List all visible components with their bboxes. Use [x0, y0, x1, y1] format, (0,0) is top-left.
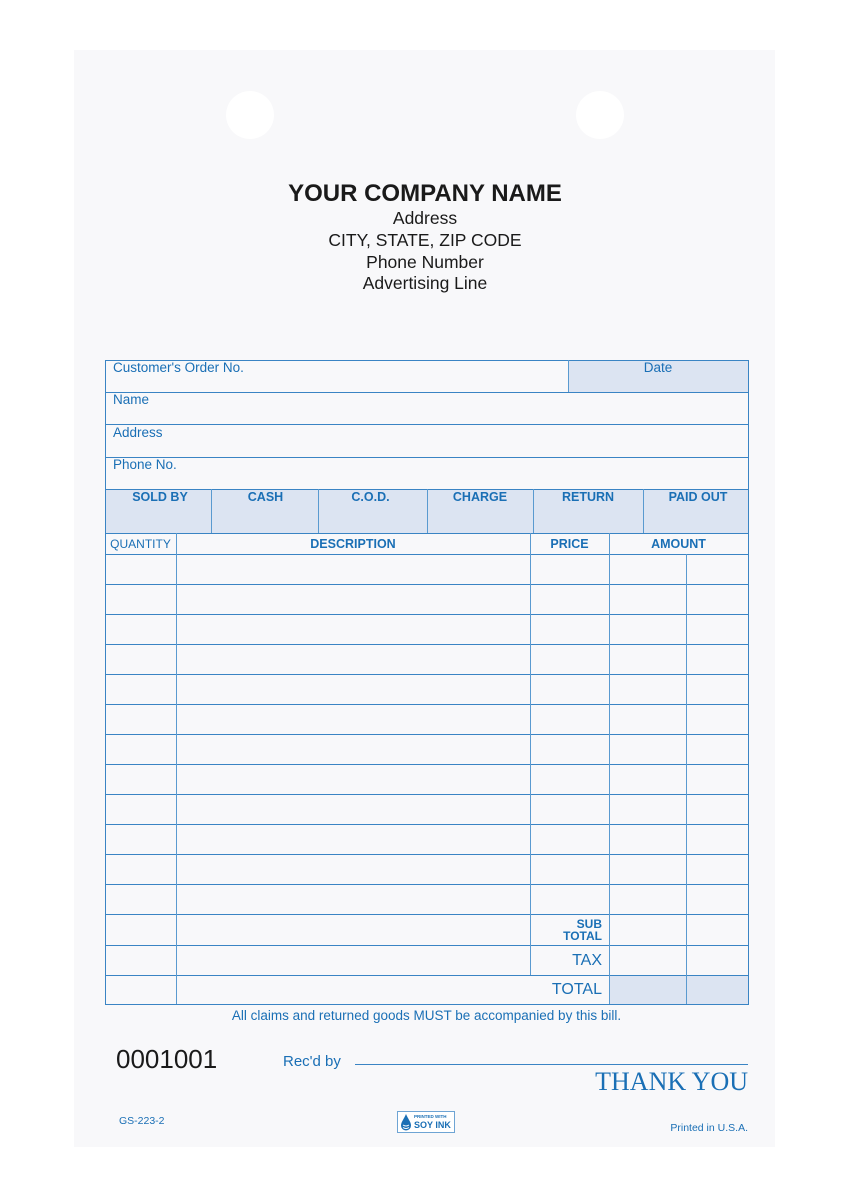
company-name: YOUR COMPANY NAME [288, 180, 562, 207]
description-header: DESCRIPTION [310, 537, 396, 551]
date-field[interactable] [568, 376, 748, 392]
total-field[interactable] [609, 975, 748, 1004]
item-row-10[interactable] [105, 824, 748, 854]
payment-cash[interactable]: CASH [247, 490, 284, 504]
name-label: Name [113, 392, 150, 407]
item-row-7[interactable] [105, 734, 748, 764]
received-by-label: Rec'd by [283, 1053, 341, 1070]
item-row-2[interactable] [105, 584, 748, 614]
name-field[interactable] [160, 394, 746, 422]
item-row-4[interactable] [105, 644, 748, 674]
item-row-9[interactable] [105, 794, 748, 824]
company-city-state-zip: CITY, STATE, ZIP CODE [328, 230, 522, 250]
soy-ink-logo [397, 1111, 455, 1133]
item-row-11[interactable] [105, 854, 748, 884]
payment-cod[interactable]: C.O.D. [351, 490, 390, 504]
thank-you-text: THANK YOU [595, 1067, 748, 1096]
item-row-1[interactable] [105, 554, 748, 584]
subtotal-field[interactable] [609, 914, 748, 945]
quantity-header: QUANTITY [110, 537, 171, 551]
form-code: GS-223-2 [119, 1115, 165, 1127]
amount-header: AMOUNT [651, 537, 706, 551]
phone-label: Phone No. [113, 457, 177, 472]
address-label: Address [113, 425, 163, 440]
soy-ink-line1: PRINTED WITH [414, 1114, 447, 1119]
date-label: Date [643, 360, 673, 375]
address-field[interactable] [170, 426, 746, 454]
order-no-label: Customer's Order No. [113, 360, 244, 375]
rule [105, 533, 748, 534]
tax-field[interactable] [609, 945, 748, 975]
soy-ink-line2: SOY INK [414, 1120, 451, 1130]
payment-charge[interactable]: CHARGE [452, 490, 508, 504]
subtotal-label-line2: TOTAL [563, 929, 602, 943]
claims-notice: All claims and returned goods MUST be accompanied by this bill. [231, 1008, 622, 1023]
rule [105, 392, 748, 393]
payment-return[interactable]: RETURN [561, 490, 615, 504]
item-row-5[interactable] [105, 674, 748, 704]
price-header: PRICE [550, 537, 589, 551]
rule [105, 424, 748, 425]
phone-field[interactable] [185, 459, 745, 487]
subtotal-label [530, 918, 602, 942]
order-no-field[interactable] [105, 376, 568, 392]
subtotal-label-line1: SUB [576, 917, 602, 931]
tax-label: TAX [572, 952, 602, 969]
rule [105, 457, 748, 458]
company-advertising-line: Advertising Line [362, 273, 488, 293]
payment-paid-out[interactable]: PAID OUT [668, 490, 728, 504]
item-row-3[interactable] [105, 614, 748, 644]
company-phone: Phone Number [366, 252, 484, 272]
company-address: Address [392, 208, 458, 228]
printed-in-usa: Printed in U.S.A. [670, 1122, 748, 1134]
total-label: TOTAL [551, 981, 602, 998]
punch-hole-left [226, 91, 274, 139]
payment-sold-by[interactable]: SOLD BY [132, 490, 188, 504]
punch-hole-right [576, 91, 624, 139]
item-row-8[interactable] [105, 764, 748, 794]
item-row-6[interactable] [105, 704, 748, 734]
ink-drop-icon [400, 1114, 412, 1131]
invoice-number: 0001001 [116, 1044, 218, 1074]
received-by-signature-line[interactable] [355, 1064, 748, 1065]
item-row-12[interactable] [105, 884, 748, 914]
